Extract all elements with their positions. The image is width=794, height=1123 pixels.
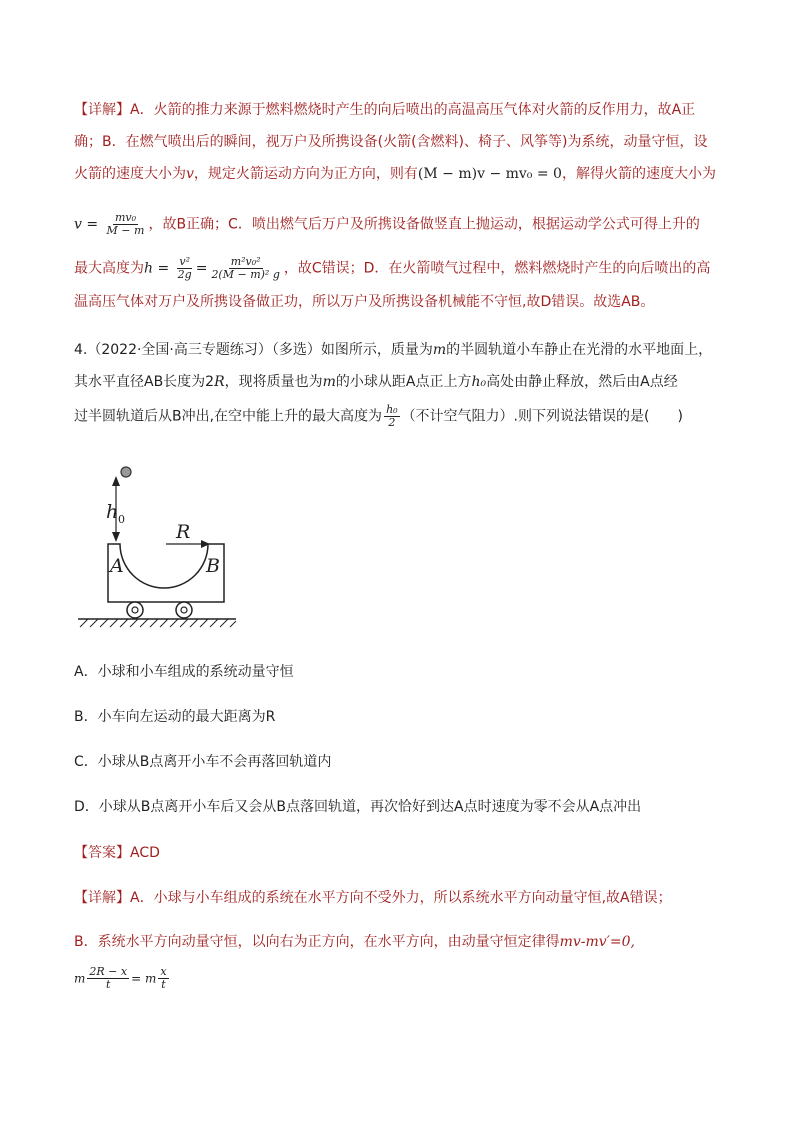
arrow-down [112, 532, 120, 542]
numerator: m²v₀² [230, 255, 261, 268]
denominator: 2(M − m)² g [211, 268, 280, 281]
text: ，解得火箭的速度大小为 [561, 166, 716, 182]
detail-tag: 【详解】 [74, 102, 130, 118]
text: ，故B正确；C．喷出燃气后万户及所携设备做竖直上抛运动，根据运动学公式可得上升的 [148, 216, 700, 233]
text: ，规定火箭运动方向为正方向，则有 [193, 166, 418, 182]
math-m: m [432, 342, 447, 358]
math-m: m [322, 374, 336, 390]
option-a: A．小球和小车组成的系统动量守恒 [74, 664, 294, 680]
label-R: R [176, 521, 191, 543]
numerator: h₀ [386, 403, 398, 416]
text: 火箭的速度大小为 [74, 166, 186, 182]
math-h-eq: h = [144, 260, 170, 277]
detail2-line-2 [74, 932, 730, 952]
numerator: 2R − x [89, 965, 128, 978]
denominator: 2 [388, 416, 396, 429]
label-A: A [110, 555, 124, 577]
fraction-left [87, 966, 129, 991]
detail2-line-1 [74, 888, 730, 908]
denominator: t [106, 978, 111, 991]
numerator: v² [179, 255, 190, 268]
detail-tag: 【详解】 [74, 890, 130, 906]
cart-track-figure [74, 460, 244, 635]
ball [121, 467, 131, 477]
numerator: x [160, 965, 167, 978]
ground-hatch [80, 619, 236, 627]
fraction-velocity [105, 212, 147, 237]
numerator: mv₀ [114, 211, 137, 224]
text: A．小球与小车组成的系统在水平方向不受外力，所以系统水平方向动量守恒,故A错误； [130, 890, 672, 906]
explanation-line-5 [74, 256, 730, 281]
momentum-eq-2: mv-mv′=0, [559, 934, 635, 950]
fraction-height [209, 256, 281, 281]
fraction-v2-2g [176, 256, 194, 281]
text: B．系统水平方向动量守恒，以向右为正方向，在水平方向，由动量守恒定律得 [74, 934, 560, 950]
fraction-h0-2 [384, 404, 400, 429]
option-c: C．小球从B点离开小车不会再落回轨道内 [74, 754, 332, 770]
explanation-line-2: 确；B．在燃气喷出后的瞬间，视万户及所携设备(火箭(含燃料)、椅子、风筝等)为系统，动量守恒，设 [74, 134, 708, 150]
answer-value: ACD [130, 845, 160, 861]
math-v: v [186, 166, 194, 182]
text: ，现将质量也为 [224, 374, 323, 390]
question-line-2 [74, 372, 730, 392]
text: 高处由静止释放，然后由A点经 [486, 374, 678, 390]
option-d: D．小球从B点离开小车后又会从B点落回轨道，再次恰好到达A点时速度为零不会从A点冲出 [74, 799, 642, 815]
answer-line [74, 843, 730, 863]
text: 其水平直径AB长度为2 [74, 374, 215, 390]
denominator: 2g [177, 268, 192, 281]
text: 最大高度为 [74, 260, 144, 277]
label-h-sub: 0 [118, 513, 125, 526]
explanation-text: A．火箭的推力来源于燃料燃烧时产生的向后喷出的高温高压气体对火箭的反作用力，故A正 [130, 102, 696, 118]
text: 过半圆轨道后从B冲出,在空中能上升的最大高度为 [74, 408, 383, 425]
arrow-up [112, 476, 120, 486]
explanation-line-3 [74, 164, 730, 184]
explanation-line-6: 温高压气体对万户及所携设备做正功，所以万户及所携设备机械能不守恒,故D错误。故选AB。 [74, 294, 655, 310]
math-R: R [214, 374, 225, 390]
wheel-left-hub [132, 607, 138, 613]
momentum-equation: (M − m)v − mv₀ = 0 [417, 166, 562, 182]
math-h0: h₀ [471, 374, 487, 390]
answer-tag: 【答案】 [74, 845, 130, 861]
math-v-eq: v = [74, 216, 99, 233]
math-eq-m: = m [131, 971, 157, 986]
text: 的半圆轨道小车静止在光滑的水平地面上， [446, 342, 713, 358]
text: （不计空气阻力）.则下列说法错误的是( ) [401, 408, 683, 425]
question-line-3 [74, 404, 730, 429]
question-line-1 [74, 340, 730, 360]
text: 4.（2022·全国·高三专题练习）（多选）如图所示，质量为 [74, 342, 433, 358]
denominator: t [161, 978, 166, 991]
equals: = [195, 260, 208, 277]
text: 的小球从距A点正上方 [335, 374, 472, 390]
explanation-line-4 [74, 212, 730, 237]
math-m: m [74, 971, 86, 986]
text: ，故C错误；D．在火箭喷气过程中，燃料燃烧时产生的向后喷出的高 [283, 260, 711, 277]
explanation-line-1 [74, 100, 730, 120]
option-b: B．小车向左运动的最大距离为R [74, 709, 276, 725]
denominator: M − m [106, 224, 145, 237]
detail2-equation [74, 966, 730, 991]
fraction-right [158, 966, 168, 991]
label-B: B [206, 555, 220, 577]
label-h: h [106, 501, 119, 523]
wheel-right-hub [181, 607, 187, 613]
